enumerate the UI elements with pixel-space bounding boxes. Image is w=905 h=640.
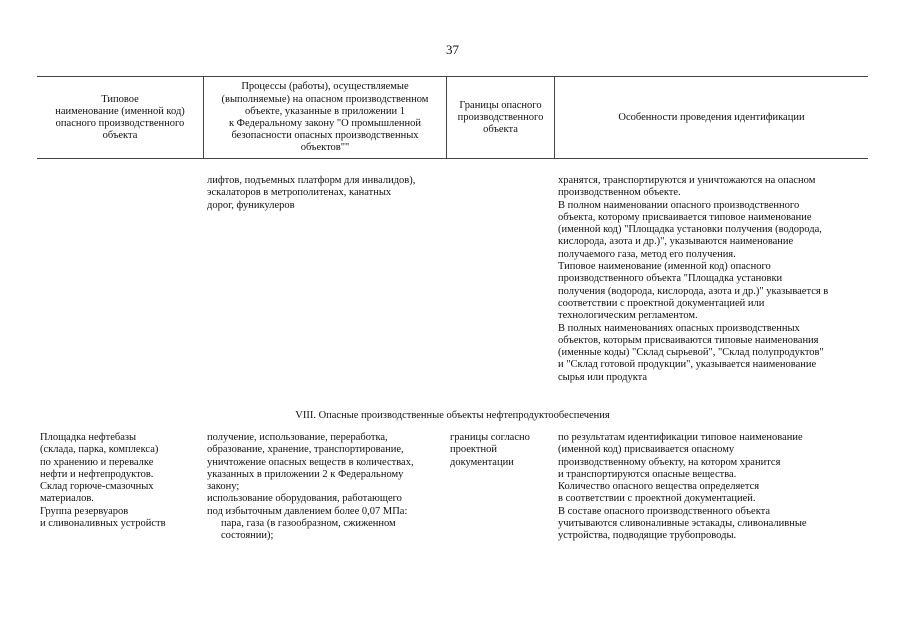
row-boundaries: границы согласно проектной документации [450,432,530,468]
continuation-processes: лифтов, подъемных платформ для инвалидов), эскалаторов в метрополитенах, канатных дорог, фуникулеров [207,175,416,211]
header-top-rule [37,76,868,77]
row-processes: получение, использование, переработка, образование, хранение, транспортирование, уничтожение опасных веществ в количествах, указанных в приложении 2 к Федеральному закону; использование оборудования, работающего под избыточным давлением более 0,07 МПа: пара, газа (в газообразном, сжиженном состоянии); [207,432,414,542]
continuation-identification-features: хранятся, транспортируются и уничтожаются на опасном производственном объекте. В полном наименовании опасного производственного объекта, которому присваивается типовое наименование (именной код) "Площадка установки получения (водорода, кислорода, азота и др.)", указываются наименование получаемого газа, метод его получения. Типовое наименование (именной код) опасного производственного объекта "Площадка установки получения (водорода, кислорода, азота и др.)" указывается в соответствии с проектной документацией или технологическим регламентом. В полных наименованиях опасных производственных объектов, которым присваиваются типовые наименования (именные коды) "Склад сырьевой", "Склад полупродуктов" и "Склад готовой продукции", указывается наименование сырья или продукта [558,175,829,383]
header-boundaries: Границы опасного производственного объекта [457,99,544,136]
header-bottom-rule [37,158,868,159]
row-identification-features: по результатам идентификации типовое наименование (именной код) присваивается опасному производственному объекту, на котором хранится и транспортируются опасные вещества. Количество опасного вещества определяется в соответствии с проектной документацией. В составе опасного производственного объекта учитываются сливоналивные эстакады, сливоналивные устройства, подводящие трубопроводы. [558,432,807,542]
section-title: VIII. Опасные производственные объекты нефтепродуктообеспечения [295,410,610,421]
row-object-name: Площадка нефтебазы (склада, парка, комплекса) по хранению и перевалке нефти и нефтепродуктов. Склад горюче-смазочных материалов. Группа резервуаров и сливоналивных устройств [40,432,166,530]
header-processes: Процессы (работы), осуществляемые (выполняемые) на опасном производственном объекте, указанные в приложении 1 к Федеральному закону "О промышленной безопасности опасных производственных объектов"" [221,81,429,154]
header-identification-features: Особенности проведения идентификации [618,111,805,123]
page-number: 37 [446,42,459,57]
header-object-name: Типовое наименование (именной код) опасного производственного объекта [55,93,185,142]
